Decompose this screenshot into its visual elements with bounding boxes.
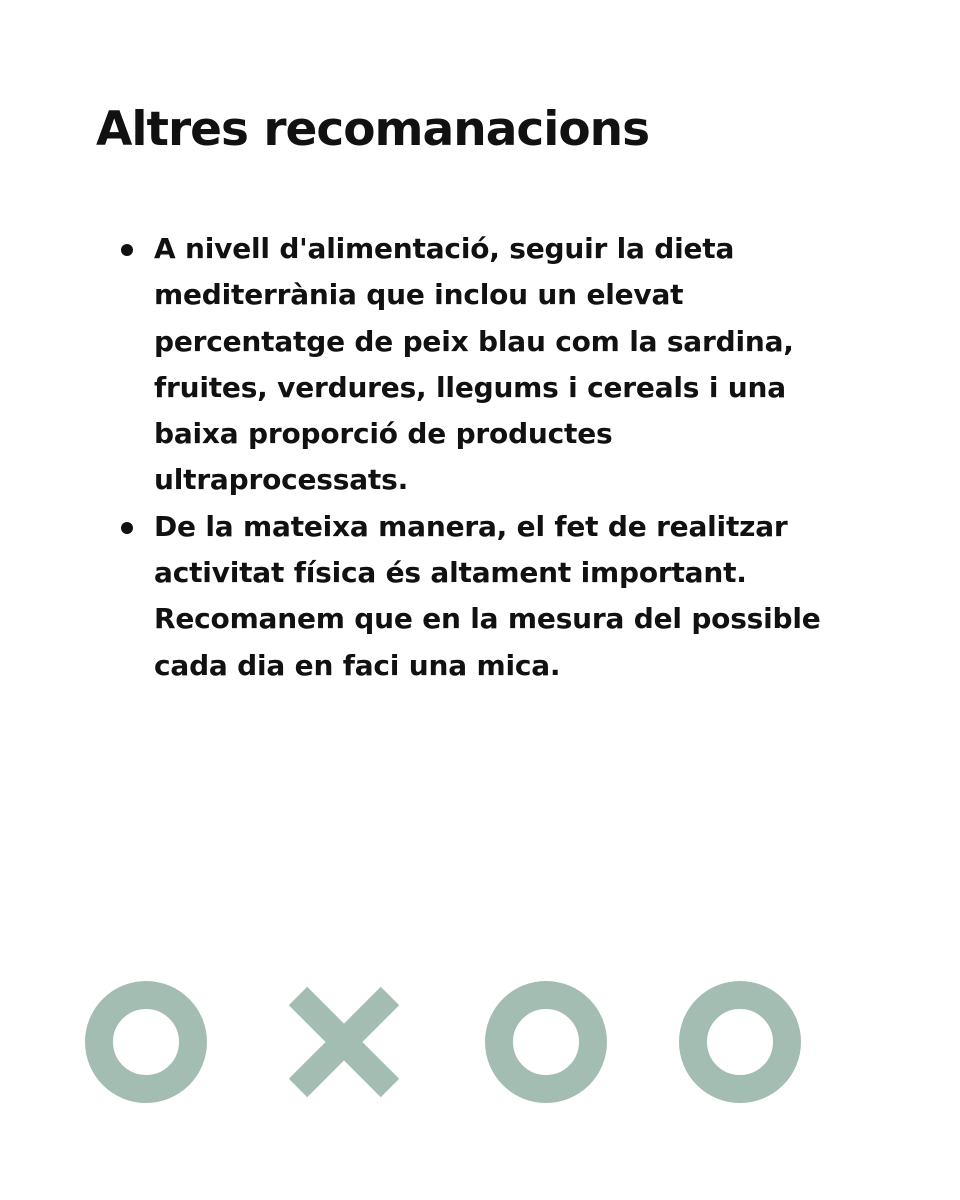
bullet-icon bbox=[121, 522, 133, 534]
list-item-text: A nivell d'alimentació, seguir la dieta mediterrània que inclou un elevat percentatge de peix blau com la sardina, fruites, verdures, llegums i cereals i una baixa proporció de productes ultraprocessats. bbox=[154, 232, 794, 497]
list-item-text: De la mateixa manera, el fet de realitzar activitat física és altament important. Recomanem que en la mesura del possible cada dia en faci una mica. bbox=[154, 509, 821, 682]
page-title: Altres recomanacions bbox=[96, 102, 650, 157]
list-item bbox=[118, 504, 838, 689]
circle-icon bbox=[678, 980, 802, 1104]
circle-icon bbox=[84, 980, 208, 1104]
bullet-icon bbox=[121, 244, 133, 256]
recommendation-list bbox=[118, 226, 838, 689]
decorative-marks bbox=[0, 980, 960, 1110]
list-item bbox=[118, 226, 838, 504]
circle-icon bbox=[484, 980, 608, 1104]
cross-icon bbox=[282, 980, 406, 1104]
